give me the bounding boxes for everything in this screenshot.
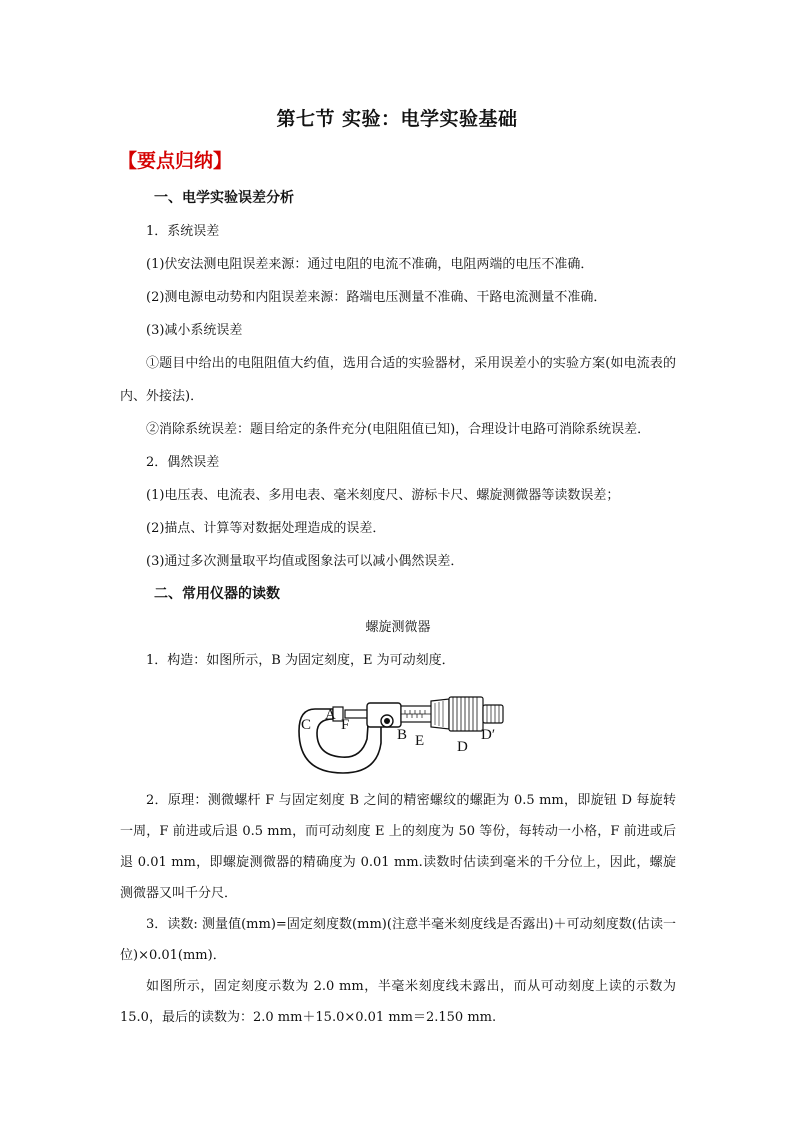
label-d-prime: D′ xyxy=(481,727,496,743)
label-e: E xyxy=(415,733,425,749)
paragraph: (2)测电源电动势和内阻误差来源：路端电压测量不准确、干路电流测量不准确． xyxy=(146,290,607,305)
paragraph: (1)伏安法测电阻误差来源：通过电阻的电流不准确，电阻两端的电压不准确． xyxy=(146,257,594,272)
paragraph: (3)减小系统误差 xyxy=(146,323,243,338)
paragraph: (3)通过多次测量取平均值或图象法可以减小偶然误差． xyxy=(146,554,464,569)
paragraph: ②消除系统误差：题目给定的条件充分(电阻阻值已知)，合理设计电路可消除系统误差． xyxy=(146,422,651,437)
paragraph: 1．构造：如图所示，B 为固定刻度，E 为可动刻度． xyxy=(146,653,455,668)
paragraph: ①题目中给出的电阻阻值大约值，选用合适的实验器材，采用误差小的实验方案(如电流表的内、外接法)． xyxy=(120,356,676,404)
label-a: A xyxy=(325,707,336,723)
heading-error-analysis: 一、电学实验误差分析 xyxy=(154,190,294,206)
page-title: 第七节 实验：电学实验基础 xyxy=(276,108,518,130)
micrometer-illustration xyxy=(295,681,525,781)
document-body xyxy=(120,182,676,1033)
label-c: C xyxy=(301,717,312,733)
paragraph-example: 如图所示，固定刻度示数为 2.0 mm，半毫米刻度线未露出，而从可动刻度上读的示数为 15.0，最后的读数为：2.0 mm＋15.0×0.01 mm＝2.150 mm. xyxy=(120,979,676,1025)
subtitle-micrometer: 螺旋测微器 xyxy=(365,620,431,635)
label-b: B xyxy=(397,727,408,743)
paragraph-principle: 2．原理：测微螺杆 F 与固定刻度 B 之间的精密螺纹的螺距为 0.5 mm，即旋钮 D 每旋转一周，F 前进或后退 0.5 mm，而可动刻度 E 上的刻度为 50 等份，每转动一小格，F 前进或后退 0.01 mm，即螺旋测微器的精确度为 0.01 mm.读数时估读到毫米的千分位上，因此，螺旋测微器又叫千分尺． xyxy=(120,793,676,901)
section-heading: 【要点归纳】 xyxy=(118,150,233,172)
subheading-systematic-error: 1．系统误差 xyxy=(146,224,220,239)
label-d: D xyxy=(457,739,468,755)
label-f: F xyxy=(341,717,350,733)
heading-instrument-reading: 二、常用仪器的读数 xyxy=(154,586,280,602)
paragraph: (2)描点、计算等对数据处理造成的误差． xyxy=(146,521,386,536)
subheading-random-error: 2．偶然误差 xyxy=(146,455,220,470)
paragraph: (1)电压表、电流表、多用电表、毫米刻度尺、游标卡尺、螺旋测微器等读数误差； xyxy=(146,488,620,503)
micrometer-figure xyxy=(120,677,676,785)
paragraph-reading: 3．读数: 测量值(mm)=固定刻度数(mm)(注意半毫米刻度线是否露出)＋可动刻度数(估读一位)×0.01(mm)． xyxy=(120,917,676,963)
